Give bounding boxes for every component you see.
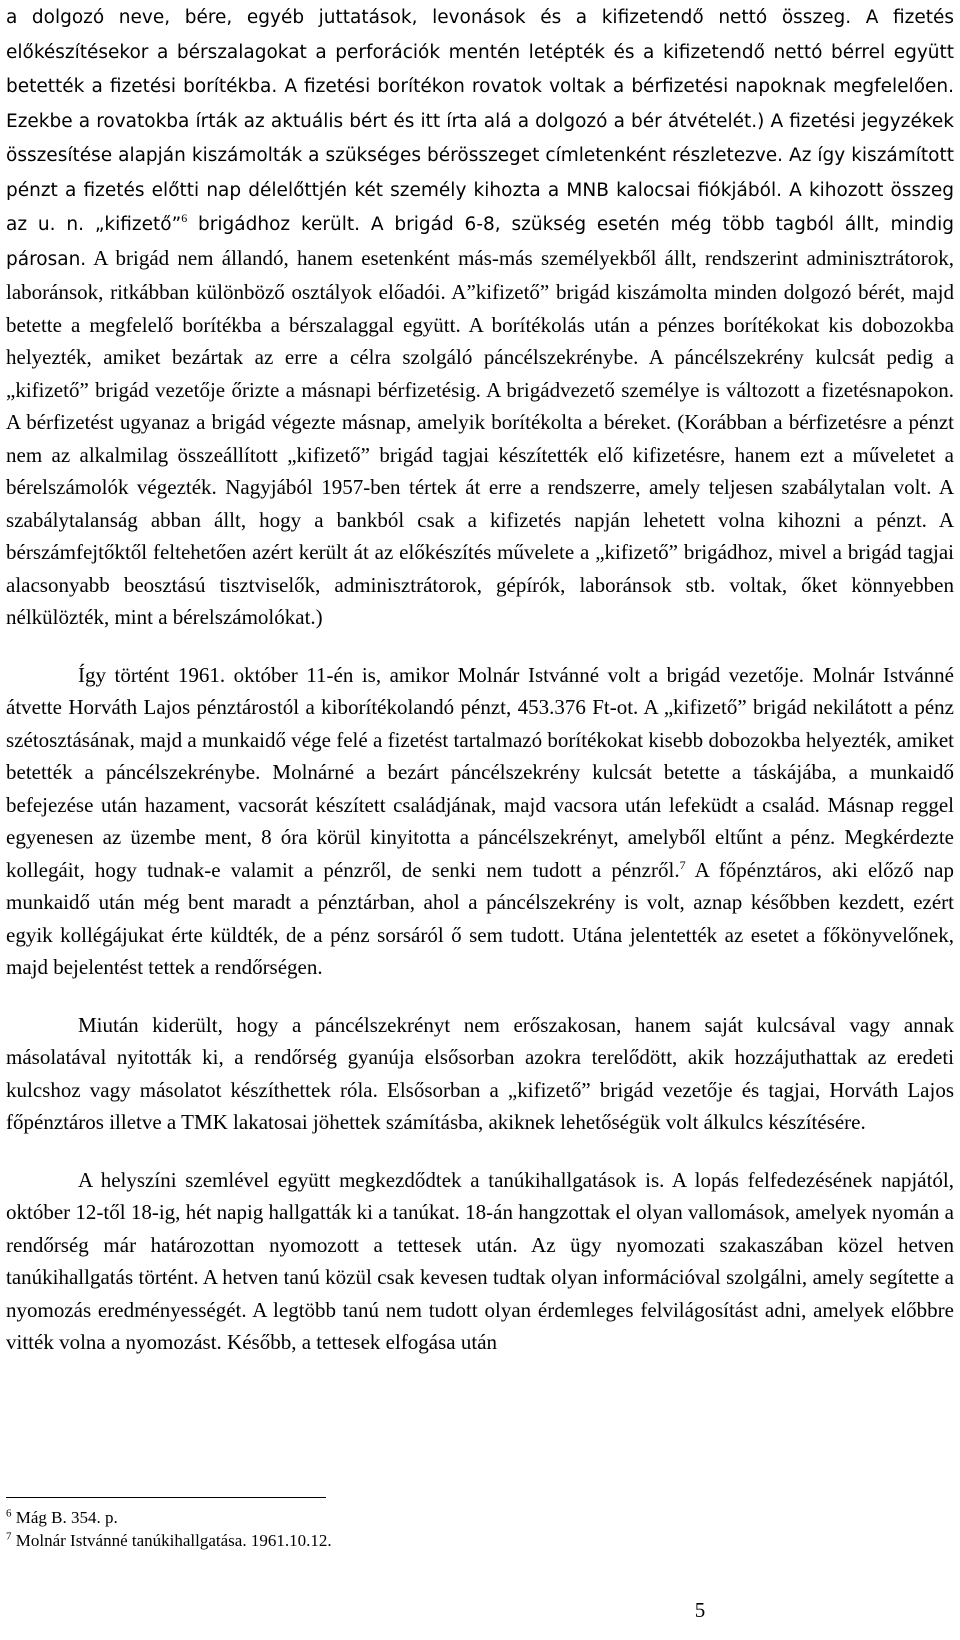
footnote-text: Mág B. 354. p. — [11, 1508, 118, 1527]
footnote-text: Molnár Istvánné tanúkihallgatása. 1961.10.12. — [11, 1531, 332, 1550]
page-number: 5 — [694, 1598, 706, 1622]
text-segment: Miután kiderült, hogy a páncélszekrényt nem erőszakosan, hanem saját kulcsával vagy annak másolatával nyitották ki, a rendőrség gyanúja elsősorban azokra terelődött, akik hozzájuthattak az eredeti kulcshoz vagy másolatot készíthettek róla. Elsősorban a „kifizető” brigád vezetője és tagjai, Horváth Lajos főpénztáros illetve a TMK lakatosai jöhettek számításba, akiknek lehetőségük volt álkulcs készítésére. — [6, 1012, 954, 1134]
paragraph-3 — [6, 1009, 954, 1139]
footnote-number: 6 — [6, 1507, 12, 1520]
footnote-ref-7: 7 — [679, 857, 686, 872]
text-segment: A brigád nem állandó, hanem esetenként más-más személyekből állt, rendszerint adminisztrátorok, laboránsok, ritkábban különböző osztályok előadói. A”kifizető” brigád kiszámolta minden dolgozó bérét, majd betette a megfelelő borítékba a bérszalaggal együtt. A borítékolás után a pénzes borítékokat kis dobozokba helyezték, amiket bezártak az erre a célra szolgáló páncélszekrénybe. A páncélszekrény kulcsát pedig a „kifizető” brigád vezetője őrizte a másnapi bérfizetésig. A brigádvezető személye is változott a fizetésnapokon. A bérfizetést ugyanaz a brigád végezte másnap, amelyik borítékolta a béreket. (Korábban a bérfizetésre a pénzt nem az alkalmilag összeállított „kifizető” brigád tagjai készítették elő kifizetésre, hanem ezt a műveletet a bérelszámolók végezték. Nagyjából 1957-ben tértek át erre a rendszerre, amely teljesen szabálytalan volt. A szabálytalanság abban állt, hogy a bankból csak a kifizetés napján lehetett volna kihozni a pénzt. A bérszámfejtőktől feltehetően azért került át az előkészítés művelete a „kifizető” brigádhoz, mivel a brigád tagjai alacsonyabb beosztású tisztviselők, adminisztrátorok, gépírók, laboránsok stb. voltak, őket könnyebben nélkülözték, mint a bérelszámolókat.) — [6, 245, 954, 629]
text-segment: Így történt 1961. október 11-én is, amikor Molnár Istvánné volt a brigád vezetője. Molnár Istvánné átvette Horváth Lajos pénztárostól a kiborítékolandó pénzt, 453.376 Ft-ot. A „kifizető” brigád nekilátott a pénz szétosztásának, majd a munkaidő vége felé a fizetést tartalmazó borítékokat kisebb dobozokba helyezték, amiket betették a páncélszekrénybe. Molnárné a bezárt páncélszekrény kulcsát betette a táskájába, a munkaidő befejezése után hazament, vacsorát készített családjának, majd vacsora után lefeküdt a család. Másnap reggel egyenesen az üzembe ment, 8 óra körül kinyitotta a páncélszekrényt, amelyből eltűnt a pénz. Megkérdezte kollegáit, hogy tudnak-e valamit a pénzről, de senki nem tudott a pénzről. — [6, 662, 954, 882]
text-segment: brigádhoz került. A brigád 6-8, szükség esetén még több tagból állt, mindig párosan. — [6, 214, 954, 270]
paragraph-1 — [6, 0, 954, 634]
footnote-number: 7 — [6, 1530, 12, 1543]
text-segment: A helyszíni szemlével együtt megkezdődtek a tanúkihallgatások is. A lopás felfedezésének napjától, október 12-től 18-ig, hét napig hallgatták ki a tanúkat. 18-án hangzottak el olyan vallomások, amelyek nyomán a rendőrség már határozottan nyomozott a tettesek után. Az ügy nyomozati szakaszában közel hetven tanúkihallgatás történt. A hetven tanú közül csak kevesen tudtak olyan információval szolgálni, amely segítette a nyomozás eredményességét. A legtöbb tanú nem tudott olyan érdemleges felvilágosítást adni, amelyek előbbre vitték volna a nyomozást. Később, a tettesek elfogása után — [6, 1167, 954, 1354]
paragraph-4 — [6, 1164, 954, 1359]
footnote-6 — [6, 1506, 906, 1529]
text-segment: a dolgozó neve, bére, egyéb juttatások, levonások és a kifizetendő nettó összeg. A fizetés előkészítésekor a bérszalagokat a perforációk mentén letépték és a kifizetendő nettó bérrel együtt betették a fizetési borítékba. A fizetési borítékon rovatok voltak a bérfizetési napoknak megfelelően. Ezekbe a rovatokba írták az aktuális bért és itt írta alá a dolgozó a bér átvételét.) A fizetési jegyzékek összesítése alapján kiszámolták a szükséges bérösszeget címletenként részletezve. Az így kiszámított pénzt a fizetés előtti nap délelőttjén két személy kihozta a MNB kalocsai fiókjából. A kihozott összeg az u. n. „kifizető” — [6, 7, 954, 235]
footnote-ref-6: 6 — [181, 211, 188, 225]
footnote-7 — [6, 1529, 906, 1552]
footnote-divider — [6, 1497, 326, 1498]
body-text — [6, 0, 954, 1359]
text-segment: A főpénztáros, aki előző nap munkaidő után még bent maradt a pénztárban, ahol a páncélszekrény is volt, aznap későbben kezdett, ezért egyik kollégájukat érte küldték, de a pénz sorsáról ő sem tudott. Utána jelentették az esetet a főkönyvelőnek, majd bejelentést tettek a rendőrségen. — [6, 857, 954, 979]
footnotes — [6, 1506, 906, 1552]
paragraph-2 — [6, 659, 954, 984]
